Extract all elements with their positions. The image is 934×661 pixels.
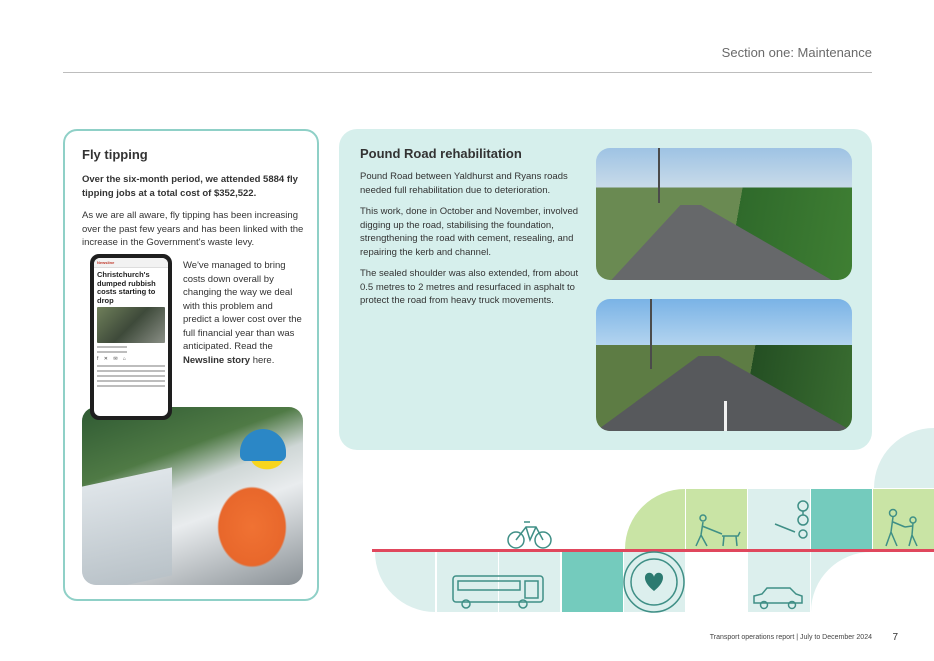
paragraph-text: We've managed to bring costs down overall by changing the way we deal with this problem and predict a lower cost over the full financial year than was anticipated. Read the [183,260,302,352]
car-icon [754,588,802,609]
power-pole [658,148,660,203]
truck-shape [82,467,172,585]
deco-tile [499,552,560,612]
phone-text-line [97,346,127,348]
pound-road-title: Pound Road rehabilitation [360,146,522,161]
footer-text: Transport operations report | July to December 2024 [709,634,872,641]
fly-tipping-photo [82,407,303,585]
fly-tipping-title: Fly tipping [82,147,148,162]
road-photo-after [596,299,852,431]
phone-text-line [97,380,165,382]
deco-tile [562,552,623,612]
fly-tipping-newsline-paragraph [183,259,303,367]
phone-screen [94,258,168,416]
road-photo-before [596,148,852,280]
section-title: Section one: Maintenance [721,45,872,60]
road-surface [596,205,852,280]
pound-road-paragraph: This work, done in October and November, involved digging up the road, stabilising the foundation, strengthening the road with cement, resealing, and repairing the kerb and channel. [360,206,579,258]
phone-brand: Newsline [94,258,168,268]
deco-tile [624,552,685,612]
heart-icon [624,552,684,612]
pound-road-panel [339,129,872,450]
road-surface [596,356,852,431]
deco-tile [437,552,498,612]
phone-share-icons: f ✕ ✉ ⌂ [97,356,128,362]
phone-text-line [97,351,127,353]
phone-text-line [97,370,165,372]
deco-tile [625,489,685,549]
helmet-shape [240,429,286,461]
fly-tipping-lead: Over the six-month period, we attended 5884 fly tipping jobs at a total cost of $352,522. [82,174,298,199]
phone-text-line [97,375,165,377]
page-number: 7 [892,632,898,643]
walking-dog-icon [696,515,740,546]
deco-tile [811,489,872,549]
power-pole [650,299,652,369]
deco-tile [748,552,810,612]
phone-headline: Christchurch's dumped rubbish costs starting to drop [97,270,156,305]
phone-article-image [97,307,165,343]
fly-tipping-panel [63,129,319,601]
phone-text-line [97,365,165,367]
paragraph-text-end: here. [250,354,275,366]
header-divider [63,72,872,73]
phone-mockup [90,254,172,420]
deco-tile [748,489,810,549]
scooter-icon [775,501,808,538]
deco-tile [873,489,934,549]
pound-road-paragraph: Pound Road between Yaldhurst and Ryans roads needed full rehabilitation due to deterioration. [360,171,568,196]
family-walking-icon [886,510,917,547]
bus-icon [453,576,543,608]
deco-tile [686,489,747,549]
pound-road-paragraph: The sealed shoulder was also extended, from about 0.5 metres to 2 metres and resurfaced in asphalt to protect the road from heavy truck movements. [360,268,579,306]
deco-quarter-circle [874,428,934,488]
newsline-story-link[interactable]: Newsline story [183,354,251,366]
phone-text-line [97,385,165,387]
bicycle-icon [508,522,551,548]
road-centerline [724,401,727,431]
fly-tipping-paragraph: As we are all aware, fly tipping has been increasing over the past few years and has been linked with the increase in the Government's waste levy. [82,210,304,248]
deco-tile [811,552,871,612]
deco-tile [375,552,435,612]
pound-road-text [360,170,585,316]
deco-red-line [372,549,934,552]
